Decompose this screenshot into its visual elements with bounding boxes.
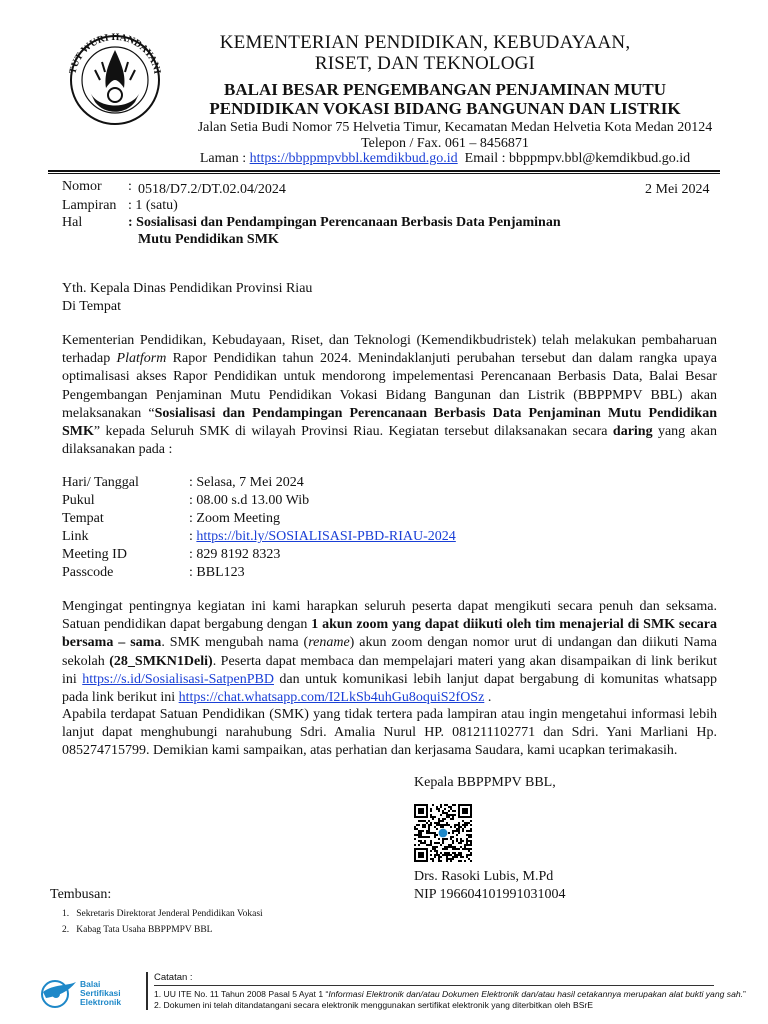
instr-text-2: . SMK mengubah nama ( xyxy=(161,635,309,651)
instructions-paragraph xyxy=(62,598,717,707)
tembusan-item-2: 2. Kabag Tata Usaha BBPPMPV BBL xyxy=(62,925,213,935)
signatory-title: Kepala BBPPMPV BBL, xyxy=(414,775,556,790)
instr-example-name: (28_SMKN1Deli) xyxy=(109,653,213,669)
instr-rename: rename xyxy=(308,635,350,651)
instr-bold-1: 1 akun zoom yang dapat diikuti oleh tim menajerial di SMK secara bersama – sama xyxy=(62,617,717,651)
schedule-passcode-value: : BBL123 xyxy=(189,565,245,580)
bsre-line3: Elektronik xyxy=(80,997,122,1007)
catatan-label: Catatan : xyxy=(154,972,193,983)
whatsapp-link[interactable]: https://chat.whatsapp.com/I2LkSb4uhGu8oquiS2fOSz xyxy=(178,690,485,706)
web-label: Laman : xyxy=(199,151,250,166)
schedule-place-label: Tempat xyxy=(62,511,104,526)
tembusan-item-1-text: Sekretaris Direktorat Jenderal Pendidikan Vokasi xyxy=(76,909,263,919)
event-title: Sosialisasi dan Pendampingan Perencanaan Berbasis Data Penjaminan Mutu Pendidikan SMK xyxy=(62,405,717,440)
note1-suffix: ” xyxy=(743,989,746,999)
hal-value-line1: : Sosialisasi dan Pendampingan Perencanaan Berbasis Data Penjaminan xyxy=(128,215,561,230)
closing-paragraph: Apabila terdapat Satuan Pendidikan (SMK) yang tidak tertera pada lampiran atau ingin mengetahui informasi lebih lanjut dapat menghubungi narahubung Sdri. Amalia Nurul HP. 081211102771 dan Sdri. Yani Marliani Hp. 085274715799. Demikian kami sampaikan, atas perhatian dan kerjasama Saudara, kami ucapkan terimakasih. xyxy=(62,707,717,759)
bsre-line2: Sertifikasi xyxy=(80,988,121,998)
schedule-date-value: : Selasa, 7 Mei 2024 xyxy=(189,475,304,490)
intro-text-1: Kementerian Pendidikan, Kebudayaan, Riset, dan Teknologi (Kemendikbudristek) telah melakukan pembaharuan terhadap xyxy=(62,333,717,367)
tembusan-item-1: 1. Sekretaris Direktorat Jenderal Pendidikan Vokasi xyxy=(62,909,263,919)
lampiran-label: Lampiran xyxy=(62,198,117,213)
schedule-link-value xyxy=(189,528,456,546)
bsre-logo-icon xyxy=(38,978,78,1008)
materials-link[interactable]: https://s.id/Sosialisasi-SatpenPBD xyxy=(82,671,274,687)
tembusan-item-2-text: Kabag Tata Usaha BBPPMPV BBL xyxy=(76,925,213,935)
nomor-sep: : xyxy=(128,179,132,194)
intro-paragraph xyxy=(62,332,717,459)
intro-platform: Platform xyxy=(116,351,167,367)
schedule-time-label: Pukul xyxy=(62,493,95,508)
signatory-name: Drs. Rasoki Lubis, M.Pd xyxy=(414,869,554,884)
address: Jalan Setia Budi Nomor 75 Helvetia Timur, Kecamatan Medan Helvetia Kota Medan 20124 xyxy=(197,120,713,135)
recipient-line2: Di Tempat xyxy=(62,299,122,314)
hal-value-line2: Mutu Pendidikan SMK xyxy=(138,232,279,247)
instr-text-3: ) akun zoom dengan nomor urut di undangan dan diikuti Nama sekolah xyxy=(62,635,718,669)
institution-name-line1: BALAI BESAR PENGEMBANGAN PENJAMINAN MUTU xyxy=(223,80,667,99)
instr-text-1: Mengingat pentingnya kegiatan ini kami harapkan seluruh peserta dapat mengikuti secara penuh dan seksama. Satuan pendidikan dapat bergabung dengan xyxy=(62,599,717,633)
note1-italic: Informasi Elektronik dan/atau Dokumen Elektronik dan/atau hasil cetakannya merupakan alat bukti yang sah. xyxy=(328,989,744,999)
bsre-name xyxy=(80,980,121,1007)
schedule-place-value: : Zoom Meeting xyxy=(189,511,280,526)
contact-line xyxy=(170,150,720,167)
intro-text-2: Rapor Pendidikan tahun 2024. Menindaklanjuti perubahan tersebut dan dalam rangka upaya optimalisasi akses Rapor Pendidikan untuk mendorong impelementasi Perencanaan Berbasis Data, Balai Besar Pengembangan Penjaminan Mutu Pendidikan Vokasi Bidang Bangunan dan Listrik (BBPPMPV BBL) akan melaksanakan “ xyxy=(62,351,717,421)
header-rule-thin xyxy=(48,173,720,174)
instr-text-5: dan untuk komunikasi lebih lanjut dapat bergabung di komunitas whatsapp pada link berikut ini xyxy=(62,671,718,706)
bsre-line1: Balai xyxy=(80,979,101,989)
intro-text-3: ” kepada Seluruh SMK di wilayah Provinsi Riau. Kegiatan tersebut dilaksanakan secara xyxy=(93,424,613,440)
tut-wuri-handayani-logo xyxy=(60,20,170,130)
link-prefix: : xyxy=(189,529,197,544)
schedule-meeting-id-value: : 829 8192 8323 xyxy=(189,547,281,562)
qr-code-icon xyxy=(414,804,472,862)
ministry-name-line2: RISET, DAN TEKNOLOGI xyxy=(314,53,536,74)
hal-label: Hal xyxy=(62,215,83,230)
website-link[interactable]: https://bbppmpvbbl.kemdikbud.go.id xyxy=(249,151,458,166)
footer-divider xyxy=(146,972,148,1010)
intro-text-4: yang akan dilaksanakan pada : xyxy=(62,424,717,458)
footer-note-2: 2. Dokumen ini telah ditandatangani secara elektronik menggunakan sertifikat elektronik yang diterbitkan oleh BSrE xyxy=(154,1000,594,1010)
schedule-meeting-id-label: Meeting ID xyxy=(62,547,127,562)
event-mode: daring xyxy=(612,424,653,440)
schedule-link-label: Link xyxy=(62,529,89,544)
catatan-rule xyxy=(154,985,714,986)
header-rule-thick xyxy=(48,170,720,172)
instr-text-6: . xyxy=(484,690,492,706)
tembusan-label: Tembusan: xyxy=(50,887,112,902)
instr-text-4: . Peserta dapat membaca dan mempelajari materi yang akan disampaikan di link berikut ini xyxy=(62,653,717,687)
phone: Telepon / Fax. 061 – 8456871 xyxy=(361,136,529,151)
letter-date: 2 Mei 2024 xyxy=(645,182,710,197)
email: Email : bbppmpv.bbl@kemdikbud.go.id xyxy=(464,151,691,166)
lampiran-value: : 1 (satu) xyxy=(128,198,178,213)
institution-name-line2: PENDIDIKAN VOKASI BIDANG BANGUNAN DAN LISTRIK xyxy=(209,99,681,118)
ministry-name-line1: KEMENTERIAN PENDIDIKAN, KEBUDAYAAN, xyxy=(219,32,631,53)
schedule-passcode-label: Passcode xyxy=(62,565,114,580)
logo-motto: TUT WURI HANDAYANI xyxy=(67,31,163,75)
nomor-label: Nomor xyxy=(62,179,102,194)
schedule-date-label: Hari/ Tanggal xyxy=(62,475,139,490)
schedule-time-value: : 08.00 s.d 13.00 Wib xyxy=(189,493,310,508)
note1-prefix: 1. UU ITE No. 11 Tahun 2008 Pasal 5 Ayat 1 “ xyxy=(154,989,329,999)
recipient-line1: Yth. Kepala Dinas Pendidikan Provinsi Riau xyxy=(62,281,313,296)
zoom-link[interactable]: https://bit.ly/SOSIALISASI-PBD-RIAU-2024 xyxy=(196,529,456,544)
signatory-nip: NIP 196604101991031004 xyxy=(414,887,566,902)
nomor-value: 0518/D7.2/DT.02.04/2024 xyxy=(138,182,286,197)
